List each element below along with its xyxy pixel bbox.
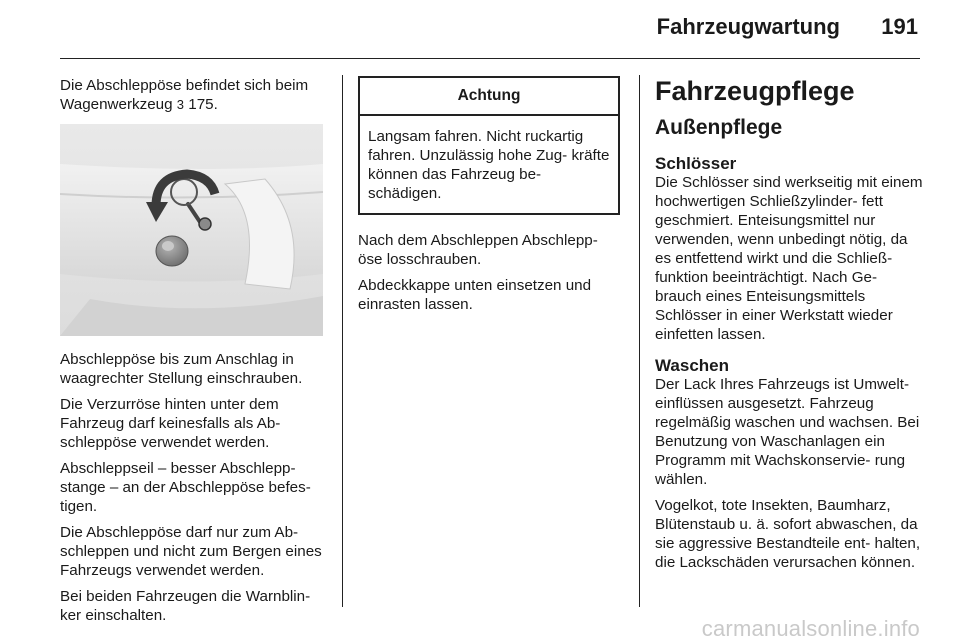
page-number: 191 bbox=[881, 14, 918, 39]
paragraph: Der Lack Ihres Fahrzeugs ist Umwelt- einflüssen ausgesetzt. Fahrzeug regelmäßig waschen und wachsen. Bei Benutzung von Waschanlagen ein Programm mit Wachskonservie- rung wählen. bbox=[655, 376, 920, 488]
paragraph: Vogelkot, tote Insekten, Baumharz, Blütenstaub u. ä. sofort abwaschen, da sie aggressive Bestandteile ent- halten, die Lackschäden verursachen können. bbox=[655, 497, 921, 571]
page-reference-icon: 3 bbox=[176, 97, 185, 112]
paragraph: Die Verzurröse hinten unter dem Fahrzeug darf keinesfalls als Ab- schleppöse verwendet werden. bbox=[60, 396, 281, 451]
header-divider bbox=[60, 58, 920, 59]
page-header-title: Fahrzeugwartung bbox=[656, 14, 840, 39]
warning-title: Achtung bbox=[360, 78, 618, 116]
paragraph: Abdeckkappe unten einsetzen und einrasten lassen. bbox=[358, 277, 592, 313]
column-divider-2 bbox=[639, 75, 640, 607]
tow-eye-illustration bbox=[60, 124, 323, 336]
intro-text: Die Abschleppöse befindet sich beim Wagenwerkzeug bbox=[60, 77, 309, 113]
paragraph: Nach dem Abschleppen Abschlepp- öse losschrauben. bbox=[358, 232, 598, 268]
warning-box bbox=[358, 76, 620, 215]
column-middle bbox=[358, 76, 622, 321]
page-reference[interactable]: 175. bbox=[188, 96, 218, 113]
heading-washing: Waschen bbox=[655, 356, 730, 375]
watermark: carmanualsonline.info bbox=[701, 616, 920, 641]
warning-text: Langsam fahren. Nicht ruckartig fahren. Unzulässig hohe Zug- kräfte können das Fahrzeug be- schädigen. bbox=[368, 128, 610, 202]
paragraph: Bei beiden Fahrzeugen die Warnblin- ker einschalten. bbox=[60, 588, 311, 624]
intro-paragraph bbox=[60, 76, 328, 114]
paragraph: Die Abschleppöse darf nur zum Ab- schleppen und nicht zum Bergen eines Fahrzeugs verwendet werden. bbox=[60, 524, 322, 579]
heading-main: Fahrzeugpflege bbox=[655, 76, 855, 106]
heading-sub: Außenpflege bbox=[655, 116, 783, 139]
paragraph: Abschleppseil – besser Abschlepp- stange – an der Abschleppöse befes- tigen. bbox=[60, 460, 311, 515]
paragraph: Abschleppöse bis zum Anschlag in waagrechter Stellung einschrauben. bbox=[60, 351, 303, 387]
heading-locks: Schlösser bbox=[655, 154, 737, 173]
column-divider-1 bbox=[342, 75, 343, 607]
column-left bbox=[60, 76, 328, 632]
bumper-tow-eye-drawing bbox=[60, 124, 323, 336]
column-right bbox=[655, 76, 923, 579]
paragraph: Die Schlösser sind werkseitig mit einem hochwertigen Schließzylinder- fett geschmiert. Enteisungsmittel nur verwenden, wenn unbedingt nötig, da es entfettend wirkt und die Schließ- funktion beeinträchtigt. Nach Ge- brauch eines Enteisungsmittels Schlösser in einer Werkstatt wieder einfetten lassen. bbox=[655, 174, 923, 343]
